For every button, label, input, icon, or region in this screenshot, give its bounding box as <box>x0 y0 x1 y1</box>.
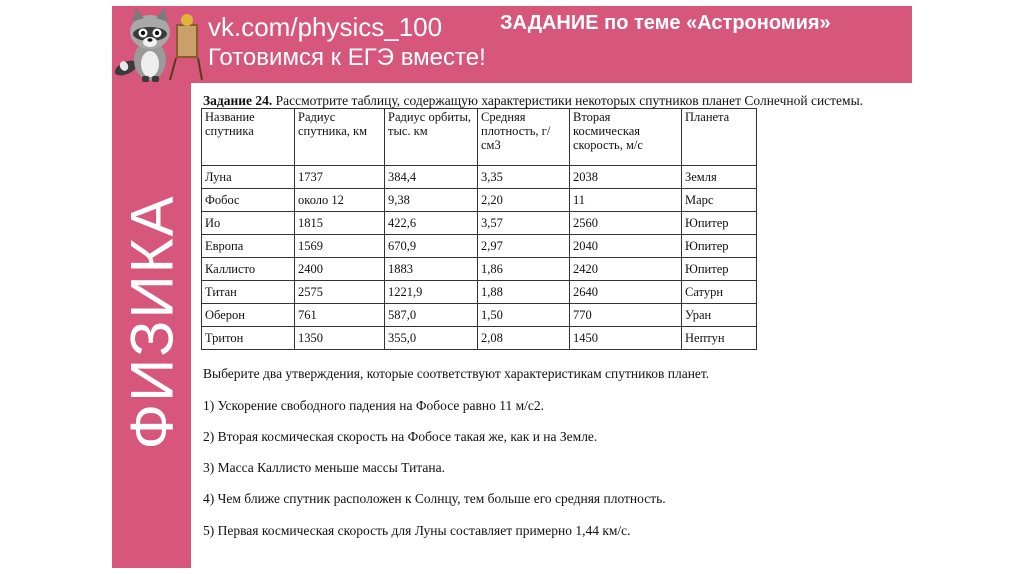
table-cell: 2400 <box>295 258 385 281</box>
table-cell: 1350 <box>295 327 385 350</box>
table-cell: Оберон <box>202 304 295 327</box>
table-cell: 1737 <box>295 166 385 189</box>
table-cell: 2575 <box>295 281 385 304</box>
table-row <box>202 189 757 212</box>
table-cell: 1,86 <box>478 258 570 281</box>
table-cell: Фобос <box>202 189 295 212</box>
table-cell: 670,9 <box>385 235 478 258</box>
table-row <box>202 327 757 350</box>
table-cell: 384,4 <box>385 166 478 189</box>
table-cell: 2040 <box>570 235 682 258</box>
table-row <box>202 166 757 189</box>
table-cell: 2,97 <box>478 235 570 258</box>
table-cell: 2560 <box>570 212 682 235</box>
table-cell: 1815 <box>295 212 385 235</box>
header-satellite-name: Название спутника <box>202 109 295 166</box>
table-cell: 9,38 <box>385 189 478 212</box>
table-cell: 2,08 <box>478 327 570 350</box>
table-cell: Земля <box>682 166 757 189</box>
table-cell: Луна <box>202 166 295 189</box>
site-url: vk.com/physics_100 <box>208 12 443 42</box>
table-row <box>202 304 757 327</box>
table-cell: Каллисто <box>202 258 295 281</box>
header-planet: Планета <box>682 109 757 166</box>
table-cell: Европа <box>202 235 295 258</box>
table-cell: 3,35 <box>478 166 570 189</box>
table-cell: 1,50 <box>478 304 570 327</box>
header-orbit-radius: Радиус орбиты, тыс. км <box>385 109 478 166</box>
task-number: Задание 24. <box>203 93 273 108</box>
satellites-table <box>201 108 757 350</box>
table-cell: 1,88 <box>478 281 570 304</box>
table-cell: 1569 <box>295 235 385 258</box>
table-cell: 2420 <box>570 258 682 281</box>
question-text: Выберите два утверждения, которые соответствуют характеристикам спутников планет. <box>203 366 710 381</box>
table-row <box>202 258 757 281</box>
table-cell: Тритон <box>202 327 295 350</box>
table-cell: 1450 <box>570 327 682 350</box>
subject-label: ФИЗИКА <box>118 194 186 450</box>
statement-5: 5) Первая космическая скорость для Луны составляет примерно 1,44 км/с. <box>203 523 631 538</box>
task-intro-text: Рассмотрите таблицу, содержащую характеристики некоторых спутников планет Солнечной системы. <box>272 93 864 108</box>
header-satellite-radius: Радиус спутника, км <box>295 109 385 166</box>
table-cell: 355,0 <box>385 327 478 350</box>
header-density: Средняя плотность, г/см3 <box>478 109 570 166</box>
table-cell: 2,20 <box>478 189 570 212</box>
table-body <box>202 166 757 350</box>
table-row <box>202 235 757 258</box>
table-cell: 11 <box>570 189 682 212</box>
table-cell: Юпитер <box>682 235 757 258</box>
table-cell: 587,0 <box>385 304 478 327</box>
table-cell: Ио <box>202 212 295 235</box>
task-intro <box>203 93 913 109</box>
table-cell: Юпитер <box>682 212 757 235</box>
statement-1: 1) Ускорение свободного падения на Фобосе равно 11 м/с2. <box>203 398 545 413</box>
raccoon-mascot-icon <box>114 6 206 84</box>
table-cell: 2038 <box>570 166 682 189</box>
table-cell: 1883 <box>385 258 478 281</box>
table-cell: Сатурн <box>682 281 757 304</box>
table-cell: 3,57 <box>478 212 570 235</box>
statement-4: 4) Чем ближе спутник расположен к Солнцу, тем больше его средняя плотность. <box>203 491 666 506</box>
table-cell: 422,6 <box>385 212 478 235</box>
table-header-row <box>202 109 757 166</box>
table-cell: около 12 <box>295 189 385 212</box>
table-cell: Марс <box>682 189 757 212</box>
statement-2: 2) Вторая космическая скорость на Фобосе такая же, как и на Земле. <box>203 429 598 444</box>
table-cell: 2640 <box>570 281 682 304</box>
table-cell: 770 <box>570 304 682 327</box>
table-row <box>202 212 757 235</box>
table-cell: 1221,9 <box>385 281 478 304</box>
statement-3: 3) Масса Каллисто меньше массы Титана. <box>203 460 445 475</box>
table-cell: Титан <box>202 281 295 304</box>
table-cell: 761 <box>295 304 385 327</box>
table-cell: Уран <box>682 304 757 327</box>
table-row <box>202 281 757 304</box>
header-escape-velocity: Вторая космическая скорость, м/с <box>570 109 682 166</box>
slogan: Готовимся к ЕГЭ вместе! <box>208 44 486 71</box>
topic-title: ЗАДАНИЕ по теме «Астрономия» <box>500 12 831 34</box>
table-cell: Нептун <box>682 327 757 350</box>
table-cell: Юпитер <box>682 258 757 281</box>
